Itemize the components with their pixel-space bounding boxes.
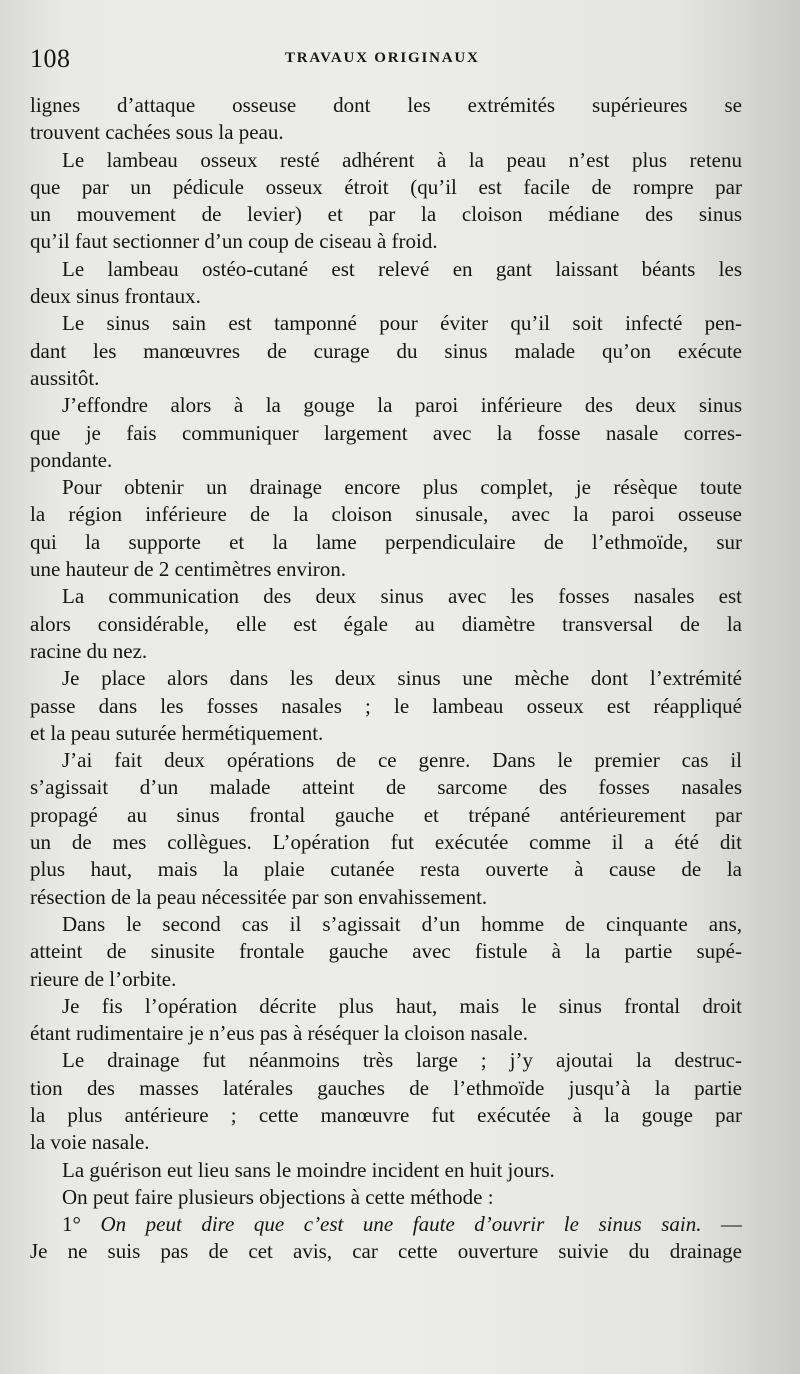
- text-line: pondante.: [30, 447, 113, 472]
- text-line: qu’il faut sectionner d’un coup de ciseau à froid.: [30, 229, 438, 254]
- text-line: un de mes collègues. L’opération fut exécutée comme il a été dit: [30, 830, 742, 855]
- text-line: La guérison eut lieu sans le moindre incident en huit jours.: [62, 1157, 555, 1182]
- text-line: Pour obtenir un drainage encore plus complet, je résèque toute: [62, 475, 742, 500]
- objection-dash: —: [721, 1212, 742, 1237]
- text-line: et la peau suturée hermétiquement.: [30, 720, 324, 745]
- text-line: étant rudimentaire je n’eus pas à réséquer la cloison nasale.: [30, 1021, 528, 1046]
- text-line: une hauteur de 2 centimètres environ.: [30, 557, 347, 582]
- running-head: TRAVAUX ORIGINAUX: [285, 50, 480, 66]
- text-line: Le lambeau osseux resté adhérent à la peau n’est plus retenu: [62, 147, 742, 172]
- text-line: tion des masses latérales gauches de l’ethmoïde jusqu’à la partie: [30, 1075, 742, 1100]
- text-line: alors considérable, elle est égale au diamètre transversal de la: [30, 611, 742, 636]
- text-line: Je fis l’opération décrite plus haut, mais le sinus frontal droit: [62, 993, 742, 1018]
- text-line: s’agissait d’un malade atteint de sarcome des fosses nasales: [30, 775, 742, 800]
- text-line: plus haut, mais la plaie cutanée resta ouverte à cause de la: [30, 857, 742, 882]
- text-line: la voie nasale.: [30, 1130, 150, 1155]
- text-line: un mouvement de levier) et par la cloison médiane des sinus: [30, 202, 742, 227]
- text-line: deux sinus frontaux.: [30, 284, 201, 309]
- text-line: atteint de sinusite frontale gauche avec fistule à la partie supé-: [30, 939, 742, 964]
- text-line: Dans le second cas il s’agissait d’un homme de cinquante ans,: [62, 911, 742, 936]
- text-line: la région inférieure de la cloison sinusale, avec la paroi osseuse: [30, 502, 742, 527]
- text-line: trouvent cachées sous la peau.: [30, 120, 284, 145]
- text-line: dant les manœuvres de curage du sinus malade qu’on exécute: [30, 338, 742, 363]
- text-line: J’ai fait deux opérations de ce genre. Dans le premier cas il: [62, 748, 742, 773]
- text-line: rieure de l’orbite.: [30, 966, 177, 991]
- text-line: Le drainage fut néanmoins très large ; j’y ajoutai la destruc-: [62, 1048, 742, 1073]
- text-line: Le sinus sain est tamponné pour éviter qu’il soit infecté pen-: [62, 311, 742, 336]
- text-line: que par un pédicule osseux étroit (qu’il est facile de rompre par: [30, 174, 742, 199]
- page-number: 108: [30, 44, 71, 73]
- objection-number: 1°: [62, 1212, 81, 1237]
- text-line: qui la supporte et la lame perpendiculaire de l’ethmoïde, sur: [30, 529, 742, 554]
- text-line: lignes d’attaque osseuse dont les extrémités supérieures se: [30, 93, 742, 117]
- objection-line: [30, 1211, 742, 1238]
- text-line: la plus antérieure ; cette manœuvre fut exécutée à la gouge par: [30, 1102, 742, 1127]
- text-line: aussitôt.: [30, 365, 100, 390]
- text-line: résection de la peau nécessitée par son envahissement.: [30, 884, 488, 909]
- text-line: On peut faire plusieurs objections à cette méthode :: [62, 1184, 494, 1209]
- text-line: passe dans les fosses nasales ; le lambeau osseux est réappliqué: [30, 693, 742, 718]
- text-line: La communication des deux sinus avec les fosses nasales est: [62, 584, 742, 609]
- text-line: J’effondre alors à la gouge la paroi inférieure des deux sinus: [62, 393, 742, 418]
- page-header: [30, 44, 740, 84]
- text-lines: [30, 92, 742, 1211]
- objection-text: On peut dire que c’est une faute d’ouvrir le sinus sain.: [100, 1212, 702, 1237]
- text-line: que je fais communiquer largement avec la fosse nasale corres-: [30, 420, 742, 445]
- text-line: propagé au sinus frontal gauche et trépané antérieurement par: [30, 802, 742, 827]
- text-line: Je place alors dans les deux sinus une mèche dont l’extrémité: [62, 666, 742, 691]
- final-line: Je ne suis pas de cet avis, car cette ouverture suivie du drainage: [30, 1239, 742, 1264]
- text-line: Le lambeau ostéo-cutané est relevé en gant laissant béants les: [62, 256, 742, 281]
- body-text: [30, 92, 742, 1266]
- text-line: racine du nez.: [30, 638, 148, 663]
